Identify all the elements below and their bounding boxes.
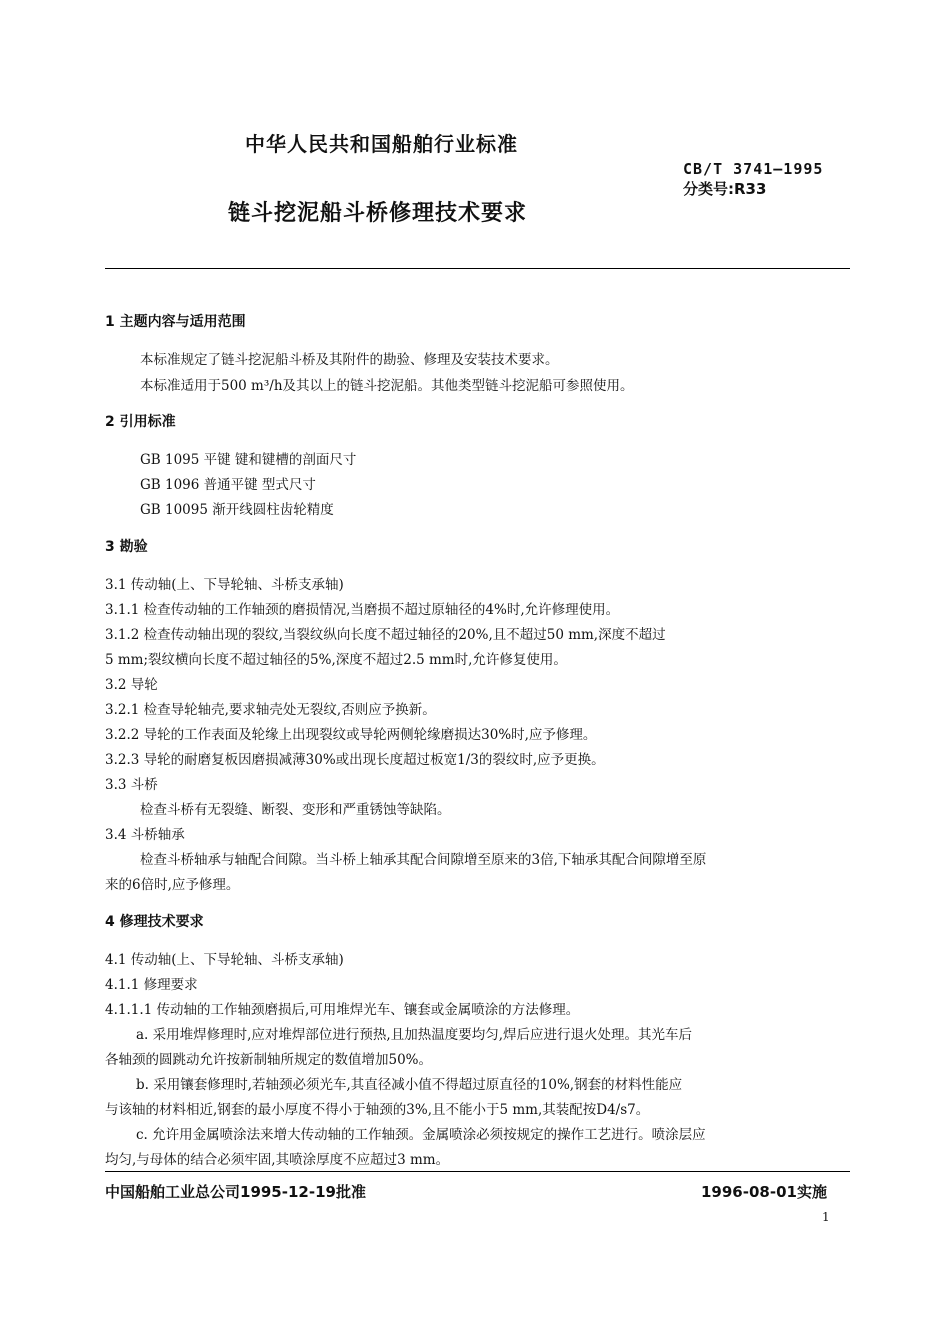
clause-text: 3.1.1 检查传动轴的工作轴颈的磨损情况,当磨损不超过原轴径的4%时,允许修理使用。 [105,602,620,618]
list-item-text: 各轴颈的圆跳动允许按新制轴所规定的数值增加50%。 [105,1052,433,1068]
section-heading: 3 勘验 [105,539,148,555]
clause-text: 来的6倍时,应予修理。 [105,877,240,893]
issuing-body: 中华人民共和国船舶行业标准 [245,132,518,156]
list-item-text: c. 允许用金属喷涂法来增大传动轴的工作轴颈。金属喷涂必须按规定的操作工艺进行。喷涂层应 [136,1127,706,1143]
list-item-text: 与该轴的材料相近,钢套的最小厚度不得小于轴颈的3%,且不能小于5 mm,其装配按D4/s7。 [105,1102,650,1118]
page-number: 1 [822,1210,830,1224]
footer-divider [105,1171,850,1172]
list-item-text: a. 采用堆焊修理时,应对堆焊部位进行预热,且加热温度要均匀,焊后应进行退火处理。其光车后 [136,1027,693,1043]
clause-text: 检查斗桥轴承与轴配合间隙。当斗桥上轴承其配合间隙增至原来的3倍,下轴承其配合间隙增至原 [140,852,707,868]
reference-item: GB 10095 渐开线圆柱齿轮精度 [140,502,334,518]
reference-item: GB 1095 平键 键和键槽的剖面尺寸 [140,452,357,468]
clause-heading: 3.2 导轮 [105,677,158,693]
clause-text: 3.2.3 导轮的耐磨复板因磨损减薄30%或出现长度超过板宽1/3的裂纹时,应予更换。 [105,752,605,768]
section-heading: 1 主题内容与适用范围 [105,314,246,330]
clause-text: 检查斗桥有无裂缝、断裂、变形和严重锈蚀等缺陷。 [140,802,451,818]
clause-text: 3.2.1 检查导轮轴壳,要求轴壳处无裂纹,否则应予换新。 [105,702,436,718]
paragraph: 本标准规定了链斗挖泥船斗桥及其附件的勘验、修理及安装技术要求。 [140,352,559,368]
clause-text: 3.1.2 检查传动轴出现的裂纹,当裂纹纵向长度不超过轴径的20%,且不超过50 mm,深度不超过 [105,627,666,643]
standard-code: CB/T 3741—1995 [683,160,824,178]
effective-date: 1996-08-01实施 [701,1183,827,1201]
list-item-text: 均匀,与母体的结合必须牢固,其喷涂厚度不应超过3 mm。 [105,1152,450,1168]
reference-item: GB 1096 普通平键 型式尺寸 [140,477,316,493]
section-heading: 4 修理技术要求 [105,914,204,930]
clause-heading: 3.3 斗桥 [105,777,158,793]
clause-heading: 4.1 传动轴(上、下导轮轴、斗桥支承轴) [105,952,344,968]
classification-number: 分类号:R33 [683,180,767,198]
paragraph: 本标准适用于500 m³/h及其以上的链斗挖泥船。其他类型链斗挖泥船可参照使用。 [140,378,634,394]
clause-heading: 4.1.1 修理要求 [105,977,198,993]
clause-text: 4.1.1.1 传动轴的工作轴颈磨损后,可用堆焊光车、镶套或金属喷涂的方法修理。 [105,1002,580,1018]
list-item-text: b. 采用镶套修理时,若轴颈必须光车,其直径减小值不得超过原直径的10%,钢套的材料性能应 [136,1077,683,1093]
clause-heading: 3.4 斗桥轴承 [105,827,185,843]
clause-heading: 3.1 传动轴(上、下导轮轴、斗桥支承轴) [105,577,344,593]
header-divider [105,268,850,269]
section-heading: 2 引用标准 [105,414,176,430]
approval-line: 中国船舶工业总公司1995-12-19批准 [105,1183,366,1201]
clause-text: 3.2.2 导轮的工作表面及轮缘上出现裂纹或导轮两侧轮缘磨损达30%时,应予修理。 [105,727,597,743]
clause-text: 5 mm;裂纹横向长度不超过轴径的5%,深度不超过2.5 mm时,允许修复使用。 [105,652,567,668]
document-title: 链斗挖泥船斗桥修理技术要求 [228,201,528,226]
